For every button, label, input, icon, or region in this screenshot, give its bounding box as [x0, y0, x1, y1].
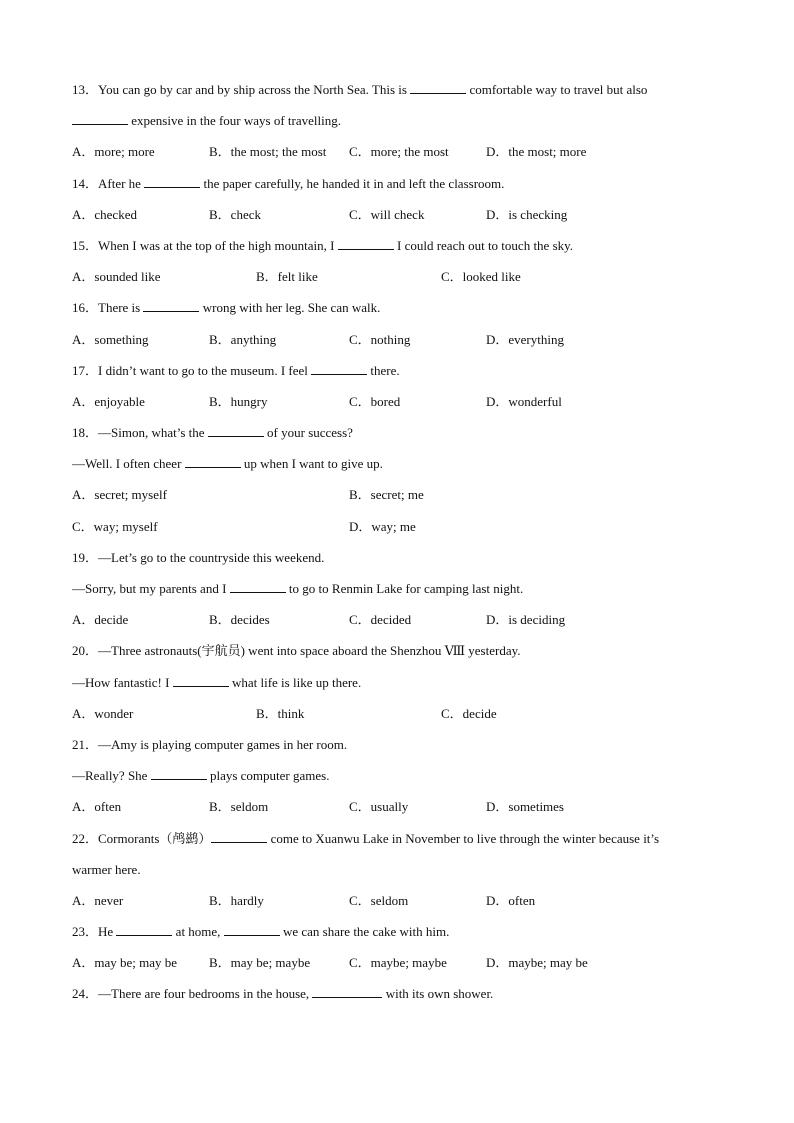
question-text: with its own shower. — [382, 986, 494, 1002]
answer-option[interactable]: C．maybe; maybe — [349, 955, 447, 971]
question-text: plays computer games. — [206, 768, 330, 784]
question-14-line-0 — [72, 174, 732, 205]
question-text: comfortable way to travel but also — [466, 82, 648, 97]
answer-blank[interactable] — [211, 830, 267, 843]
question-20-line-1 — [72, 673, 732, 704]
question-text: —Well. I often cheer — [72, 456, 185, 472]
question-18-line-1 — [72, 454, 732, 485]
question-text: 13．You can go by car and by ship across the North Sea. This is — [72, 82, 411, 97]
answer-option[interactable]: D．maybe; may be — [486, 955, 588, 971]
options-row — [72, 891, 732, 922]
question-text: wrong with her leg. She can walk. — [199, 300, 381, 316]
question-19-line-0 — [72, 548, 732, 579]
question-text: warmer here. — [72, 861, 141, 877]
question-24-line-0 — [72, 984, 732, 1015]
options-row — [72, 610, 732, 641]
answer-option[interactable]: D．often — [486, 892, 536, 908]
options-row — [72, 392, 732, 423]
question-13-line-0 — [72, 80, 732, 111]
answer-option[interactable]: A．sounded like — [72, 269, 161, 285]
options-row — [72, 142, 732, 173]
answer-blank[interactable] — [143, 299, 199, 312]
question-text: to go to Renmin Lake for camping last night. — [285, 581, 524, 596]
answer-blank[interactable] — [311, 362, 367, 375]
answer-option[interactable]: C．will check — [349, 206, 425, 222]
answer-option[interactable]: C．decided — [349, 612, 412, 628]
answer-option[interactable]: D．sometimes — [486, 799, 564, 815]
answer-blank[interactable] — [208, 424, 264, 437]
options-row — [72, 704, 732, 735]
options-row — [72, 953, 732, 984]
answer-option[interactable]: B．decides — [209, 612, 270, 628]
answer-option[interactable]: C．more; the most — [349, 144, 449, 160]
options-row — [72, 267, 732, 298]
answer-option[interactable]: A．never — [72, 892, 124, 908]
question-text: —Sorry, but my parents and I — [72, 581, 230, 596]
options-row — [72, 485, 732, 516]
answer-blank[interactable] — [144, 175, 200, 188]
question-text: 14．After he — [72, 175, 145, 191]
question-text: of your success? — [263, 425, 353, 441]
answer-option[interactable]: C．nothing — [349, 331, 411, 347]
answer-option[interactable]: D．is deciding — [486, 612, 566, 628]
answer-option[interactable]: A．checked — [72, 206, 137, 222]
question-text: the paper carefully, he handed it in and left the classroom. — [200, 175, 505, 191]
question-text: 19．—Let’s go to the countryside this weekend. — [72, 549, 325, 565]
answer-blank[interactable] — [312, 985, 382, 998]
answer-blank[interactable] — [185, 455, 241, 468]
question-21-line-0 — [72, 735, 732, 766]
answer-option[interactable]: A．may be; may be — [72, 955, 178, 971]
question-text: 17．I didn’t want to go to the museum. I feel — [72, 362, 312, 378]
question-text: 21．—Amy is playing computer games in her room. — [72, 736, 348, 752]
question-text: I could reach out to touch the sky. — [393, 237, 574, 253]
question-text: what life is like up there. — [228, 674, 362, 690]
question-text: up when I want to give up. — [240, 456, 383, 472]
question-22-line-1 — [72, 860, 732, 891]
answer-option[interactable]: C．usually — [349, 799, 409, 815]
answer-option[interactable]: A．secret; myself — [72, 487, 167, 503]
answer-option[interactable]: D．way; me — [349, 518, 416, 534]
answer-option[interactable]: A．decide — [72, 612, 129, 628]
answer-option[interactable]: B．hardly — [209, 892, 264, 908]
answer-option[interactable]: A．wonder — [72, 705, 134, 721]
answer-option[interactable]: A．more; more — [72, 144, 155, 160]
options-row — [72, 330, 732, 361]
question-text: 18．—Simon, what’s the — [72, 425, 208, 441]
answer-option[interactable]: B．anything — [209, 331, 277, 347]
question-text: at home, — [172, 924, 224, 940]
answer-option[interactable]: C．looked like — [441, 269, 521, 285]
question-text: 23．He — [72, 924, 117, 940]
question-text: 24．—There are four bedrooms in the house, — [72, 986, 313, 1002]
question-17-line-0 — [72, 361, 732, 392]
answer-option[interactable]: B．hungry — [209, 393, 268, 409]
question-text: —Really? She — [72, 768, 151, 784]
answer-blank[interactable] — [338, 237, 394, 250]
question-text: expensive in the four ways of travelling. — [128, 113, 341, 129]
question-18-line-0 — [72, 423, 732, 454]
question-text: 16．There is — [72, 300, 144, 316]
answer-blank[interactable] — [410, 81, 466, 94]
options-row — [72, 517, 732, 548]
options-row — [72, 205, 732, 236]
question-text: 22．Cormorants（鸬鹚） — [72, 830, 212, 846]
answer-option[interactable]: B．seldom — [209, 799, 269, 815]
question-19-line-1 — [72, 579, 732, 610]
answer-blank[interactable] — [224, 923, 280, 936]
question-text: there. — [367, 362, 400, 378]
answer-blank[interactable] — [151, 767, 207, 780]
answer-option[interactable]: A．something — [72, 331, 149, 347]
answer-option[interactable]: D．is checking — [486, 206, 568, 222]
question-13-line-1 — [72, 111, 732, 142]
answer-option[interactable]: A．often — [72, 799, 122, 815]
answer-blank[interactable] — [230, 580, 286, 593]
question-16-line-0 — [72, 298, 732, 329]
answer-option[interactable]: D．wonderful — [486, 393, 562, 409]
answer-blank[interactable] — [72, 112, 128, 125]
answer-option[interactable]: B．think — [256, 705, 305, 721]
answer-option[interactable]: B．check — [209, 206, 261, 222]
answer-option[interactable]: C．seldom — [349, 892, 409, 908]
answer-option[interactable]: A．enjoyable — [72, 393, 145, 409]
answer-option[interactable]: C．way; myself — [72, 518, 158, 534]
worksheet — [72, 80, 732, 1016]
answer-option[interactable]: D．the most; more — [486, 144, 587, 160]
question-23-line-0 — [72, 922, 732, 953]
answer-option[interactable]: C．bored — [349, 393, 401, 409]
answer-option[interactable]: C．decide — [441, 705, 497, 721]
question-20-line-0 — [72, 641, 732, 672]
question-15-line-0 — [72, 236, 732, 267]
options-row — [72, 797, 732, 828]
question-text: —How fantastic! I — [72, 674, 173, 690]
question-21-line-1 — [72, 766, 732, 797]
answer-option[interactable]: B．secret; me — [349, 487, 424, 503]
answer-blank[interactable] — [116, 923, 172, 936]
answer-option[interactable]: B．may be; maybe — [209, 955, 311, 971]
question-text: 15．When I was at the top of the high mountain, I — [72, 237, 338, 253]
answer-option[interactable]: D．everything — [486, 331, 564, 347]
question-text: 20．—Three astronauts(宇航员) went into space aboard the Shenzhou Ⅷ yesterday. — [72, 643, 521, 659]
answer-option[interactable]: B．the most; the most — [209, 144, 327, 160]
question-text: come to Xuanwu Lake in November to live through the winter because it’s — [267, 830, 660, 846]
question-22-line-0 — [72, 829, 732, 860]
answer-blank[interactable] — [173, 674, 229, 687]
answer-option[interactable]: B．felt like — [256, 269, 318, 285]
question-text: we can share the cake with him. — [279, 924, 450, 940]
